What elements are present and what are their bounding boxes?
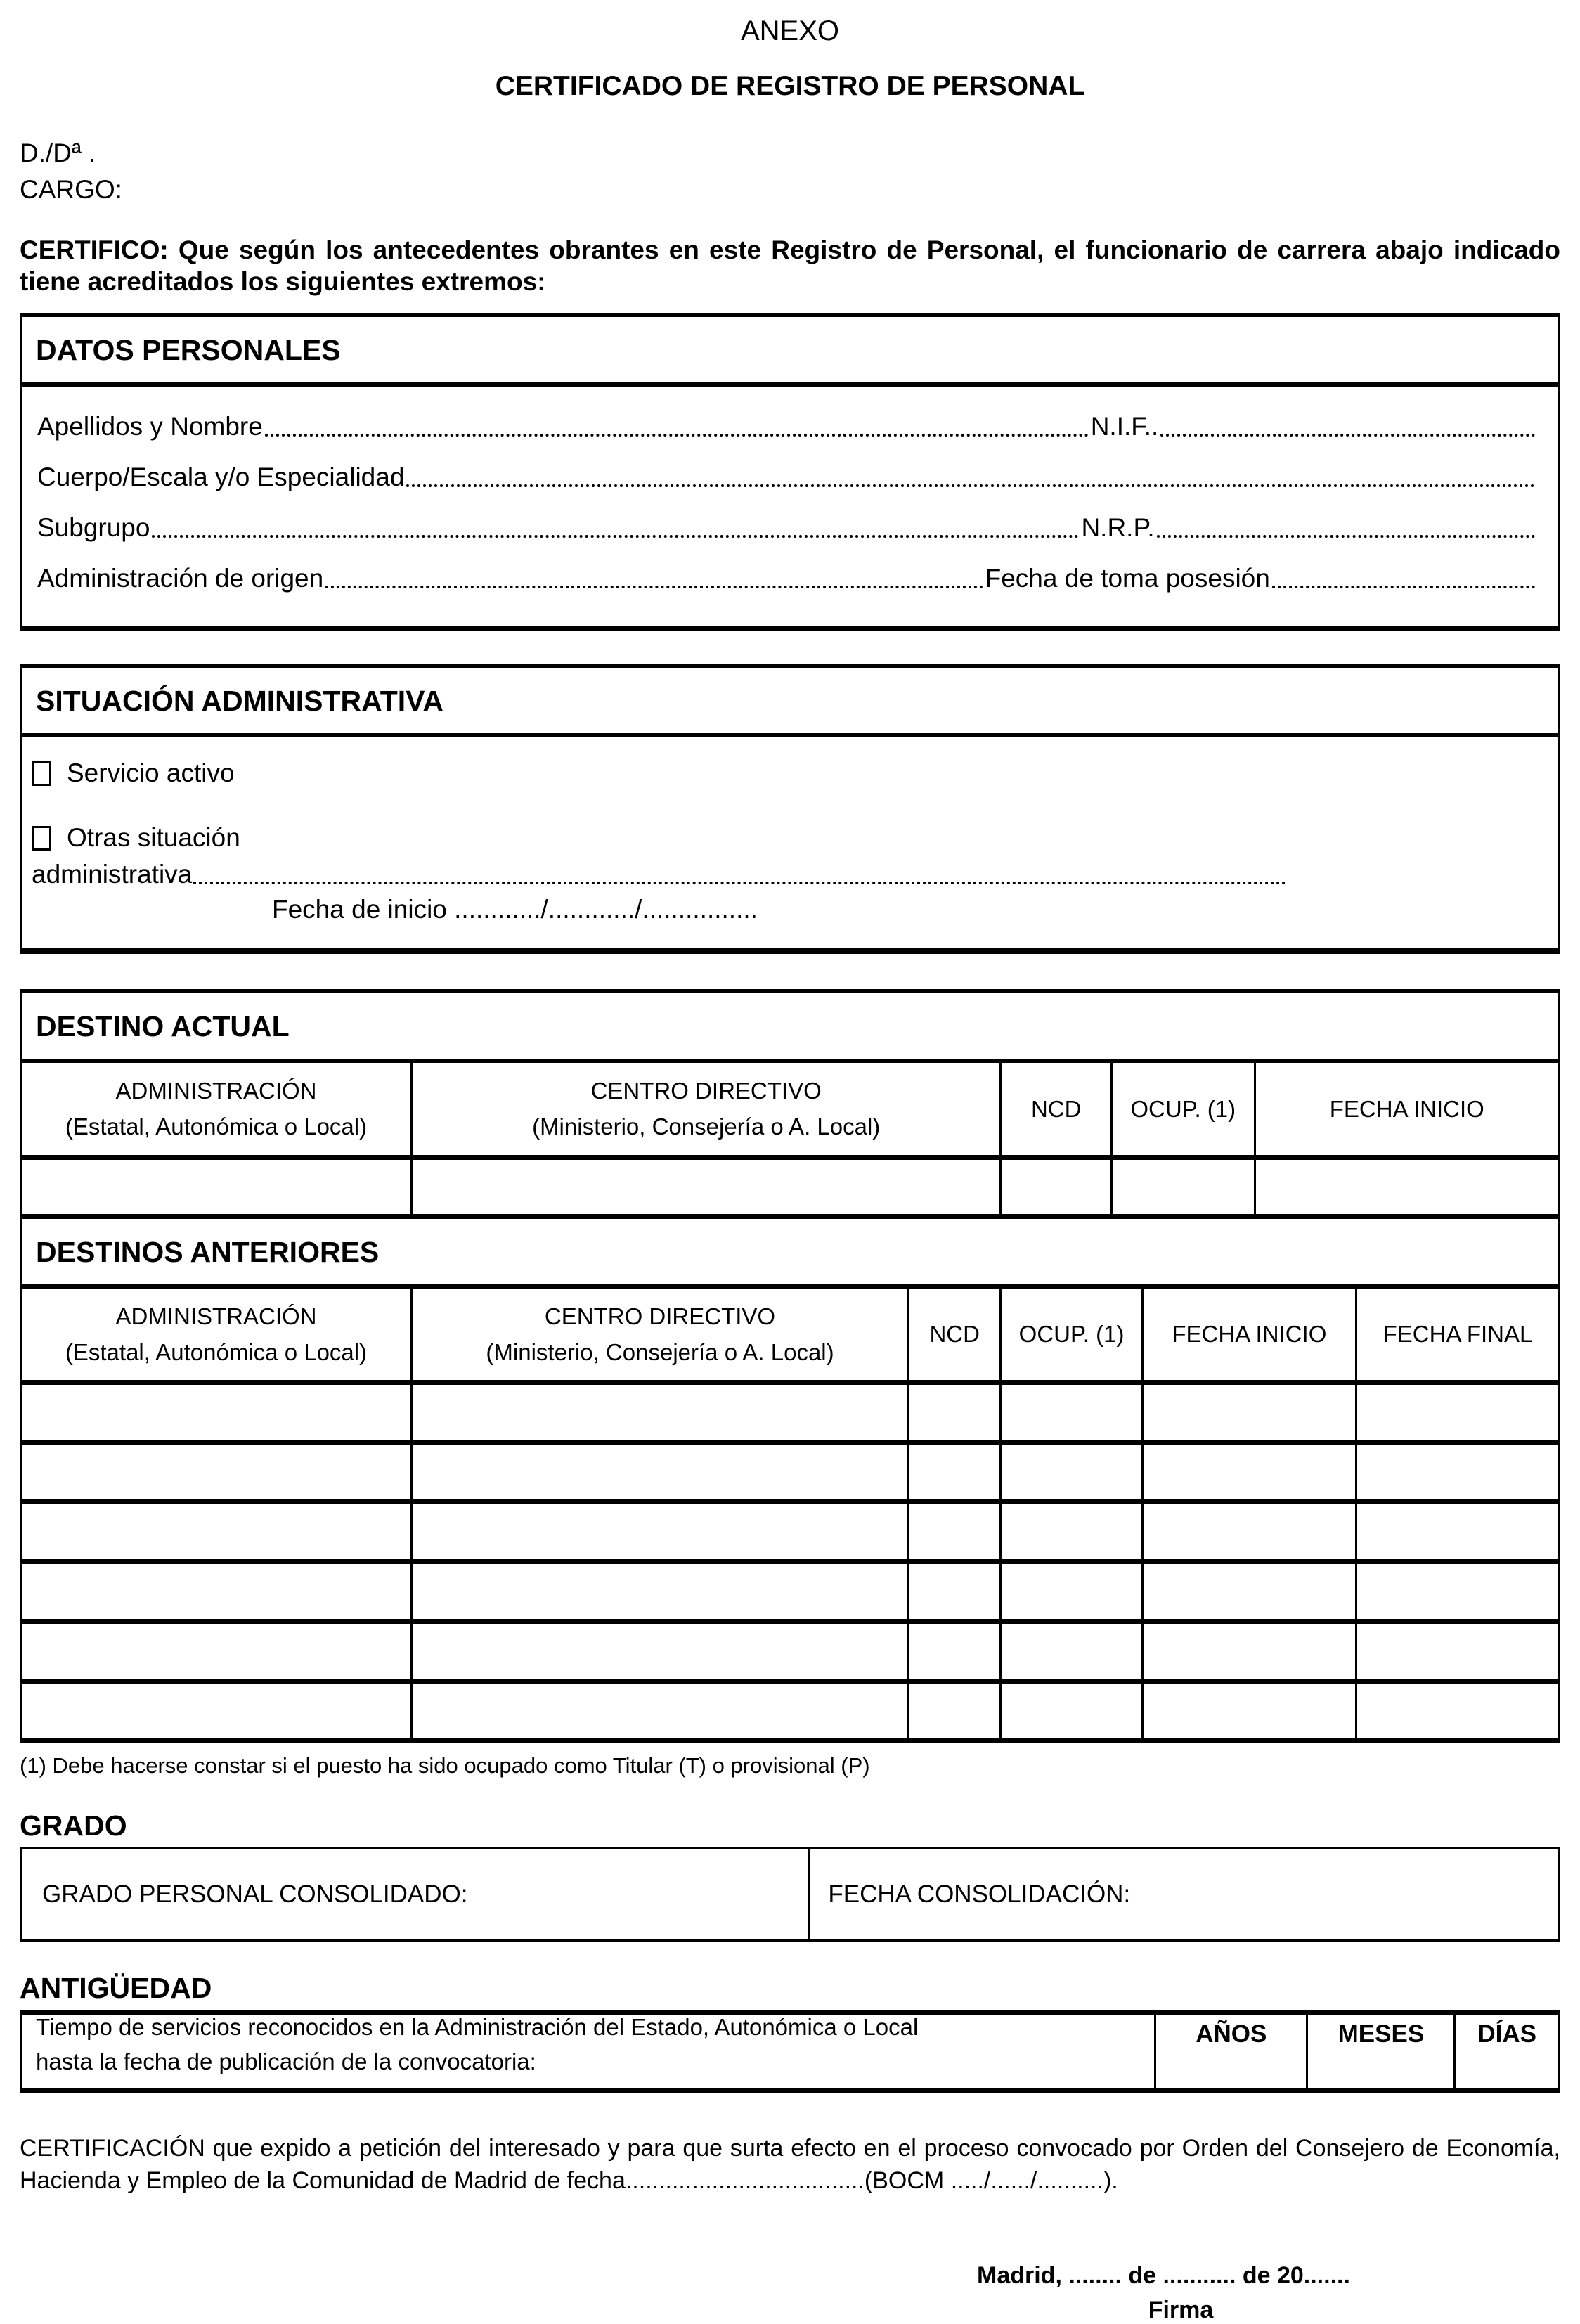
otras-situacion-checkbox[interactable] [32,826,51,851]
empty-cell[interactable] [909,1502,1001,1561]
col-header-ocup: OCUP. (1) [1111,1061,1255,1157]
empty-cell[interactable] [412,1442,909,1502]
meses-column[interactable] [1306,2015,1453,2088]
fecha-inicio-row [32,895,1537,924]
fecha-inicio-label: Fecha de inicio [272,895,447,924]
nrp-label: N.R.P. [1081,513,1155,543]
empty-cell[interactable] [1111,1157,1255,1216]
destinos-anteriores-table [20,1219,1560,1743]
field-row-cuerpo [37,463,1537,492]
situacion-title: SITUACIÓN ADMINISTRATIVA [22,668,1558,737]
col-header-centro-directivo: CENTRO DIRECTIVO (Ministerio, Consejería o A. Local) [412,1286,909,1383]
servicio-activo-checkbox[interactable] [32,761,51,786]
datos-personales-title: DATOS PERSONALES [22,317,1558,387]
servicio-activo-row [32,758,1537,788]
col-header-fecha-inicio: FECHA INICIO [1255,1061,1559,1157]
destinos-anteriores-title: DESTINOS ANTERIORES [21,1219,1560,1286]
destinos-anteriores-empty-row [21,1442,1560,1502]
empty-cell[interactable] [412,1502,909,1561]
antiguedad-table [20,2010,1560,2093]
admin-origen-label: Administración de origen [37,564,324,593]
empty-cell[interactable] [1255,1157,1559,1216]
col-header-centro-directivo: CENTRO DIRECTIVO (Ministerio, Consejería o A. Local) [412,1061,1001,1157]
administrativa-fill-line[interactable] [193,882,1286,884]
empty-cell[interactable] [412,1157,1001,1216]
empty-cell[interactable] [909,1442,1001,1502]
apellidos-label: Apellidos y Nombre [37,412,263,441]
empty-cell[interactable] [412,1681,909,1741]
subgrupo-label: Subgrupo [37,513,150,543]
field-row-admin-origen [37,564,1537,593]
empty-cell[interactable] [1001,1561,1142,1621]
destino-actual-header-row [21,1061,1560,1157]
empty-cell[interactable] [1142,1561,1356,1621]
destinos-anteriores-empty-row [21,1502,1560,1561]
empty-cell[interactable] [1001,1681,1142,1741]
empty-cell[interactable] [909,1561,1001,1621]
signature-block [977,2262,1385,2324]
empty-cell[interactable] [1356,1442,1560,1502]
fecha-inicio-fill[interactable]: ............/............/................ [454,895,758,924]
destinos-anteriores-empty-row [21,1621,1560,1681]
otras-situacion-row [32,823,1537,853]
dda-label: D./Dª . [20,138,96,167]
empty-cell[interactable] [909,1621,1001,1681]
empty-cell[interactable] [1356,1561,1560,1621]
empty-cell[interactable] [21,1561,412,1621]
cuerpo-label: Cuerpo/Escala y/o Especialidad [37,463,405,492]
empty-cell[interactable] [21,1442,412,1502]
empty-cell[interactable] [1356,1382,1560,1442]
empty-cell[interactable] [1356,1681,1560,1741]
empty-cell[interactable] [909,1681,1001,1741]
anos-column[interactable] [1154,2015,1306,2088]
col-header-fecha-inicio: FECHA INICIO [1142,1286,1356,1383]
antiguedad-heading: ANTIGÜEDAD [20,1971,212,2004]
certificacion-paragraph: CERTIFICACIÓN que expido a petición del interesado y para que surta efecto en el proceso convocado por Orden del Consejero de Economía, Hacienda y Empleo de la Comunidad de Madrid de fecha....................................(BOCM ...../....../..........). [20,2134,1560,2194]
situacion-body [22,737,1558,948]
empty-cell[interactable] [1356,1621,1560,1681]
grado-consolidado-cell[interactable] [22,1849,810,1939]
dias-column[interactable] [1453,2015,1558,2088]
empty-cell[interactable] [1001,1157,1112,1216]
empty-cell[interactable] [21,1382,412,1442]
antiguedad-label-line2: hasta la fecha de publicación de la convocatoria: [36,2048,536,2075]
empty-cell[interactable] [1142,1502,1356,1561]
ocup-footnote: (1) Debe hacerse constar si el puesto ha sido ocupado como Titular (T) o provisional (P) [20,1752,870,1778]
field-row-apellidos [37,412,1537,441]
destinos-anteriores-empty-row [21,1561,1560,1621]
empty-cell[interactable] [21,1502,412,1561]
admin-origen-fill-line[interactable] [325,586,983,588]
empty-cell[interactable] [21,1621,412,1681]
situacion-section [20,664,1560,954]
empty-cell[interactable] [412,1382,909,1442]
datos-personales-section [20,313,1560,631]
datos-personales-fields [22,387,1558,626]
field-row-subgrupo [37,513,1537,543]
col-header-ncd: NCD [909,1286,1001,1383]
destinos-anteriores-empty-row [21,1382,1560,1442]
destino-actual-empty-row [21,1157,1560,1216]
grado-fecha-label: FECHA CONSOLIDACIÓN: [828,1880,1131,1908]
empty-cell[interactable] [1001,1502,1142,1561]
grado-heading: GRADO [20,1809,127,1842]
cargo-label: CARGO: [20,175,122,204]
empty-cell[interactable] [909,1382,1001,1442]
dias-header: DÍAS [1477,2020,1536,2048]
antiguedad-label-line1: Tiempo de servicios reconocidos en la Administración del Estado, Autonómica o Local [36,2013,919,2040]
antiguedad-label-cell [22,2015,1154,2088]
empty-cell[interactable] [1142,1621,1356,1681]
firma-label: Firma [1148,2296,1214,2323]
apellidos-fill-line[interactable] [265,434,1089,437]
col-header-administracion: ADMINISTRACIÓN (Estatal, Autonómica o Local) [21,1286,412,1383]
cuerpo-fill-line[interactable] [406,484,1535,487]
col-header-fecha-final: FECHA FINAL [1356,1286,1560,1383]
subgrupo-fill-line[interactable] [152,535,1079,538]
nrp-fill-line[interactable] [1157,535,1535,538]
destinos-anteriores-header-row [21,1286,1560,1383]
empty-cell[interactable] [1142,1442,1356,1502]
grado-fecha-cell[interactable] [810,1849,1558,1939]
destino-actual-table [20,989,1560,1218]
fecha-toma-fill-line[interactable] [1272,586,1535,588]
grado-box [20,1847,1560,1942]
fecha-toma-label: Fecha de toma posesión [985,564,1270,593]
form-title: CERTIFICADO DE REGISTRO DE PERSONAL [495,71,1085,101]
col-header-ocup: OCUP. (1) [1001,1286,1142,1383]
empty-cell[interactable] [1001,1621,1142,1681]
col-header-ncd: NCD [1001,1061,1112,1157]
page-title: ANEXO [740,15,840,46]
empty-cell[interactable] [1142,1681,1356,1741]
servicio-activo-label: Servicio activo [67,758,235,788]
empty-cell[interactable] [412,1561,909,1621]
empty-cell[interactable] [1001,1382,1142,1442]
empty-cell[interactable] [412,1621,909,1681]
empty-cell[interactable] [1356,1502,1560,1561]
empty-cell[interactable] [1142,1382,1356,1442]
grado-consolidado-label: GRADO PERSONAL CONSOLIDADO: [42,1880,468,1908]
anos-header: AÑOS [1196,2020,1267,2048]
destinos-anteriores-empty-row [21,1681,1560,1741]
destino-actual-title: DESTINO ACTUAL [21,991,1560,1061]
col-header-administracion: ADMINISTRACIÓN (Estatal, Autonómica o Local) [21,1061,412,1157]
empty-cell[interactable] [21,1157,412,1216]
otras-situacion-label: Otras situación [67,823,240,853]
certifico-paragraph: CERTIFICO: Que según los antecedentes obrantes en este Registro de Personal, el funcionario de carrera abajo indicado tiene acreditados los siguientes extremos: [20,235,1560,297]
meses-header: MESES [1338,2020,1425,2048]
date-line: Madrid, ........ de ........... de 20....... [977,2261,1350,2289]
administrativa-row [32,860,1537,889]
nif-label: N.I.F.. [1090,412,1159,441]
nif-fill-line[interactable] [1160,434,1535,437]
empty-cell[interactable] [1001,1442,1142,1502]
administrativa-label: administrativa [32,860,193,889]
empty-cell[interactable] [21,1681,412,1741]
